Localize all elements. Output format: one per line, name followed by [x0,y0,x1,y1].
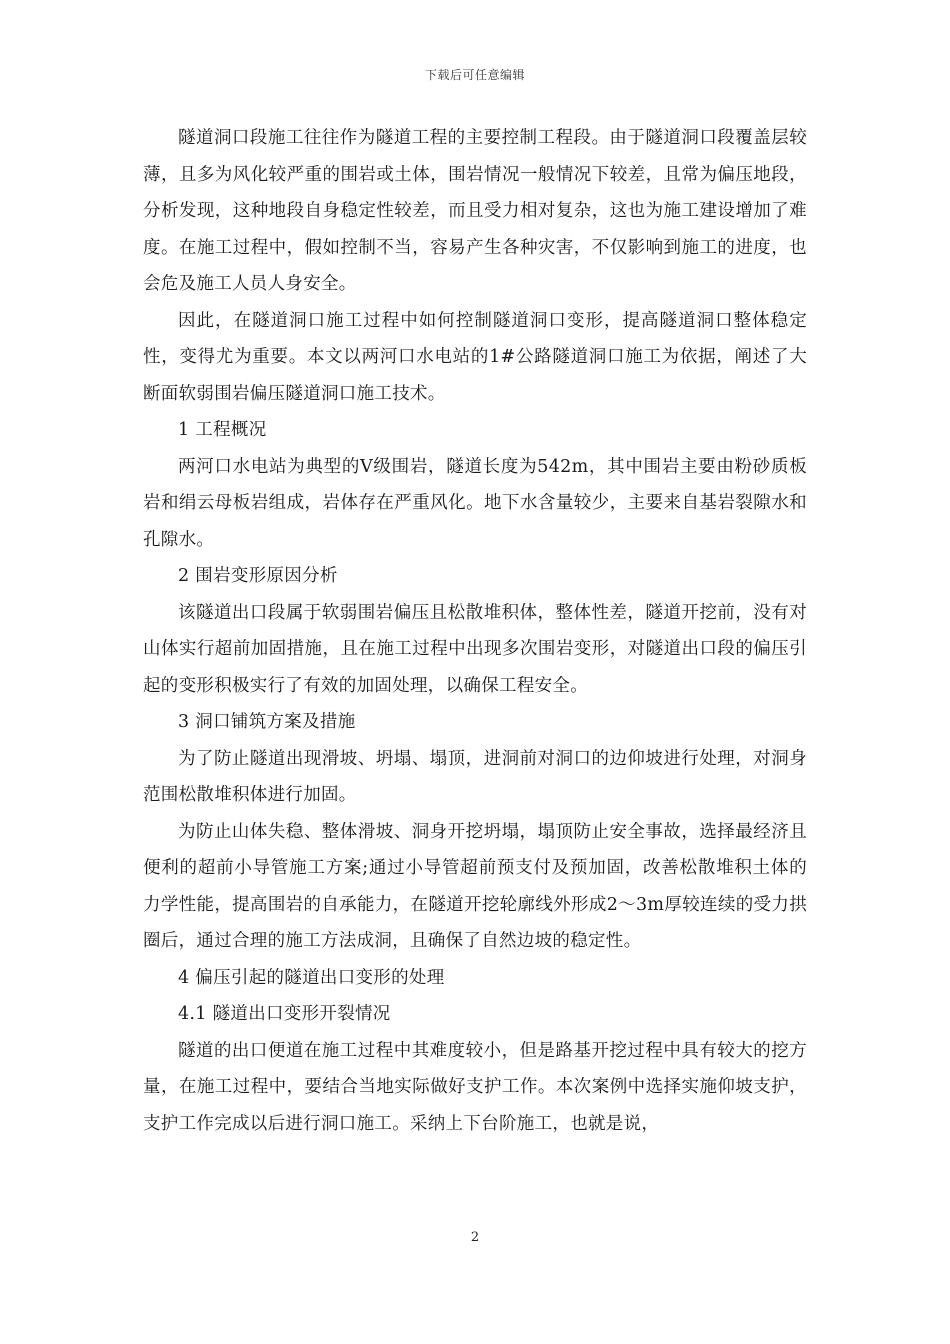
section-heading-3: 3 洞口铺筑方案及措施 [178,712,356,732]
paragraph-exit-cracking: 隧道的出口便道在施工过程中其难度较小，但是路基开挖过程中具有较大的挖方量，在施工过程中，要结合当地实际做好支护工作。本次案例中选择实施仰坡支护，支护工作完成以后进行洞口施工。采纳上下台阶施工，也就是说， [143,1040,807,1134]
section-heading-1: 1 工程概况 [178,420,267,440]
paragraph-intro: 隧道洞口段施工往往作为隧道工程的主要控制工程段。由于隧道洞口段覆盖层较薄，且多为风化较严重的围岩或土体，围岩情况一般情况下较差，且常为偏压地段，分析发现，这种地段自身稳定性较差，而且受力相对复杂，这也为施工建设增加了难度。在施工过程中，假如控制不当，容易产生各种灾害，不仅影响到施工的进度，也会危及施工人员人身安全。 [143,128,807,294]
page-number: 2 [470,1230,480,1245]
paragraph-project-overview: 两河口水电站为典型的Ⅴ级围岩，隧道长度为542m，其中围岩主要由粉砂质板岩和绢云母板岩组成，岩体存在严重风化。地下水含量较少，主要来自基岩裂隙水和孔隙水。 [143,456,807,550]
subsection-heading-4-1: 4.1 隧道出口变形开裂情况 [178,1004,391,1024]
section-heading-2: 2 围岩变形原因分析 [178,566,338,586]
paragraph-portal-measures: 为了防止隧道出现滑坡、坍塌、塌顶，进洞前对洞口的边仰坡进行处理，对洞身范围松散堆积体进行加固。 [143,748,807,805]
document-body [143,120,807,1142]
page-header-note: 下载后可任意编辑 [424,68,525,82]
paragraph-deformation-causes: 该隧道出口段属于软弱围岩偏压且松散堆积体，整体性差，隧道开挖前，没有对山体实行超前加固措施，且在施工过程中出现多次围岩变形，对隧道出口段的偏压引起的变形积极实行了有效的加固处理，以确保工程安全。 [143,602,807,696]
section-heading-4: 4 偏压引起的隧道出口变形的处理 [178,967,445,988]
paragraph-pipe-scheme: 为防止山体失稳、整体滑坡、洞身开挖坍塌，塌顶防止安全事故，选择最经济且便利的超前小导管施工方案;通过小导管超前预支付及预加固，改善松散堆积土体的力学性能，提高围岩的自承能力，在隧道开挖轮廓线外形成2～3m厚较连续的受力拱圈后，通过合理的施工方法成洞，且确保了自然边坡的稳定性。 [143,821,807,951]
paragraph-importance: 因此，在隧道洞口施工过程中如何控制隧道洞口变形，提高隧道洞口整体稳定性，变得尤为重要。本文以两河口水电站的1#公路隧道洞口施工为依据，阐述了大断面软弱围岩偏压隧道洞口施工技术。 [143,310,807,404]
